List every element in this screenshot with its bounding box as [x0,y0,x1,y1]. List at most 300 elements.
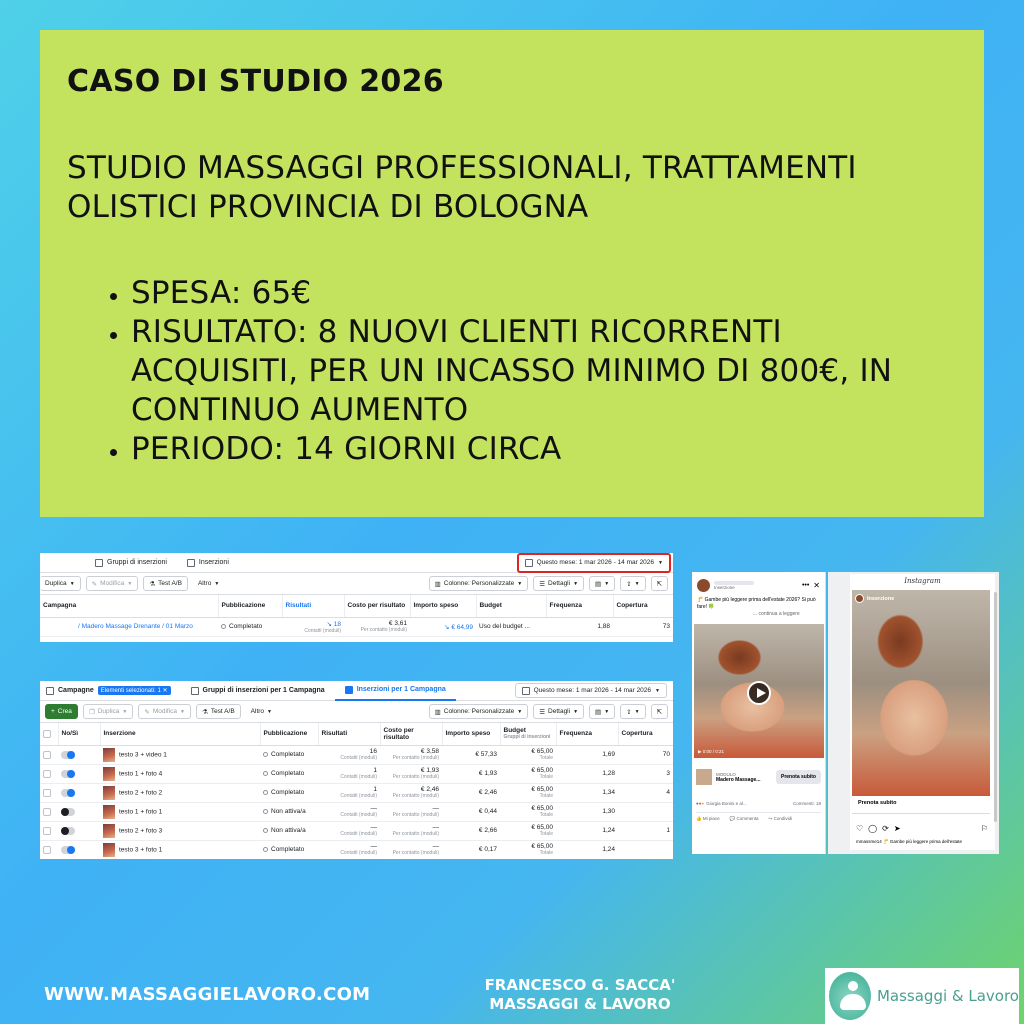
status-label: Completato [271,770,305,777]
col-importo[interactable]: Importo speso [410,595,476,617]
ad-thumbnail [103,843,115,857]
status-label: Non attiva/a [271,808,306,815]
dettagli-label: Dettagli [548,580,571,587]
repost-icon[interactable]: ⟳ [882,824,889,833]
copy-icon: ❐ [88,708,95,716]
chevron-down-icon: ▼ [69,580,75,587]
badge-label: Elementi selezionati: 1 [100,688,161,694]
chevron-down-icon: ▼ [122,708,128,715]
row-select[interactable] [40,764,58,783]
colonne-button[interactable] [429,704,529,719]
ad-budget [500,764,556,783]
ad-name[interactable] [100,802,260,821]
ad-frequency: 1,30 [556,802,618,821]
flask-icon: ⚗ [201,708,208,716]
altro-button[interactable] [246,704,277,719]
play-small-icon: ▶ [698,749,702,754]
table-row[interactable] [40,745,673,764]
status-dot-icon [263,809,268,814]
chevron-down-icon: ▼ [573,580,579,587]
test-ab-button[interactable] [143,576,188,591]
ads1-toolbar [40,573,673,595]
ad-results [318,745,380,764]
col-copertura[interactable]: Copertura [613,595,673,617]
chevron-down-icon: ▼ [180,708,185,715]
share-icon: ⇱ [656,708,662,716]
ads2-toolbar [40,701,673,723]
toggle-switch[interactable] [61,789,75,797]
tab-campagne[interactable] [40,681,181,701]
cost-value: — [432,843,439,850]
instagram-logo: Instagram [904,577,941,585]
tab-inserzioni-campagna[interactable] [335,681,456,701]
close-icon[interactable]: ✕ [813,581,820,590]
row-toggle[interactable] [58,745,100,764]
chevron-down-icon: ▼ [517,580,523,587]
tab-label: Inserzioni [198,559,229,566]
footer-author [430,976,730,1014]
toggle-switch[interactable] [61,770,75,778]
budget-sub: Totale [539,850,553,856]
status-dot-icon [221,624,226,629]
ads-table [40,723,673,859]
results-value: 1 [373,786,377,793]
columns-icon: ▥ [434,708,441,716]
cost-value: € 2,46 [420,786,439,793]
ad-cost [380,802,442,821]
fb-post-text [692,594,825,621]
case-study-box [40,30,984,517]
cost-value: — [432,824,439,831]
ad-thumbnail [103,767,115,781]
row-select[interactable] [40,821,58,840]
date-range-picker[interactable] [517,553,671,573]
ad-spend: € 2,66 [442,821,500,840]
row-toggle[interactable] [58,840,100,859]
facebook-ad-preview [692,572,826,854]
ad-spend: € 0,44 [442,802,500,821]
tab-gruppi-inserzioni[interactable] [85,553,177,573]
cost-sub: Per contatto (moduli) [392,793,439,799]
export-icon: ⇪ [626,708,632,716]
cost-sub: Per contatto (moduli) [392,850,439,856]
duplica-button[interactable] [83,704,133,719]
ad-reach: 4 [618,783,673,802]
col-budget[interactable]: Budget [476,595,546,617]
share-action[interactable] [769,816,793,822]
fb-actions-row [696,812,821,824]
plus-icon: + [51,708,55,715]
columns-icon: ▥ [434,580,441,588]
ads-manager-ads-panel [40,681,673,859]
modifica-button[interactable] [86,576,139,591]
col-costo[interactable]: Costo per risultato [380,723,442,745]
form-label: MODULO [716,771,736,777]
fb-reactions-row [696,797,821,809]
col-risultati[interactable]: Risultati [282,595,344,617]
ad-status [260,840,318,859]
budget-sub: Totale [539,755,553,761]
row-select[interactable] [40,745,58,764]
duplica-label: Duplica [45,580,67,587]
ig-scrollbar[interactable] [994,592,997,822]
ad-spend: € 0,17 [442,840,500,859]
cost-sub: Per contatto (moduli) [392,831,439,837]
altro-label: Altro [197,580,212,587]
calendar-icon [525,559,533,567]
results-value: 1 [373,767,377,774]
campaign-reach: 73 [613,617,673,636]
close-icon[interactable]: ✕ [162,688,168,694]
chevron-down-icon: ▼ [127,580,133,587]
status-dot-icon [263,771,268,776]
meditation-logo-icon [829,972,871,1020]
footer-website[interactable]: WWW.MASSAGGIELAVORO.COM [44,984,371,1005]
modifica-label: Modifica [100,580,125,587]
flask-icon: ⚗ [149,580,156,588]
date-range-picker[interactable] [515,683,667,698]
chevron-down-icon: ▼ [604,580,610,587]
chevron-down-icon: ▼ [214,580,220,587]
campaign-table [40,595,673,637]
bullet-periodo: • PERIODO: 14 GIORNI CIRCA [131,430,956,469]
tab-inserzioni[interactable] [177,553,239,573]
ad-frequency: 1,34 [556,783,618,802]
chevron-down-icon: ▼ [634,708,640,715]
checkbox-icon[interactable] [43,808,51,816]
ad-budget [500,802,556,821]
ad-thumbnail [103,748,115,762]
status-dot-icon [263,790,268,795]
results-sub: Contatti (moduli) [304,627,341,634]
table-header-row [40,723,673,745]
logo-text: Massaggi & Lavoro [876,987,1019,1005]
checkbox-icon[interactable] [43,846,51,854]
col-costo[interactable]: Costo per risultato [344,595,410,617]
ig-sponsored-label: Inserzione [867,595,895,602]
ad-name[interactable] [100,821,260,840]
ad-results [318,840,380,859]
tab-label: Inserzioni per 1 Campagna [356,686,446,693]
comment-icon[interactable]: ◯ [868,824,878,833]
modifica-button[interactable] [138,704,191,719]
ad-name-label: testo 1 + foto 4 [119,770,163,778]
col-toggle[interactable]: No/Sì [58,723,100,745]
budget-header-label: Budget [503,727,526,735]
case-bullets [67,274,956,469]
cost-sub: Per contatto (moduli) [360,627,407,633]
campaign-spend [410,617,476,636]
test-ab-label: Test A/B [210,708,235,715]
like-action[interactable] [696,816,720,822]
col-budget[interactable] [500,723,556,745]
dettagli-label: Dettagli [548,708,571,715]
form-info [716,772,772,783]
ads-table-body [40,745,673,859]
reactions-label: Giorgia Bonini e al... [706,800,747,806]
row-toggle[interactable] [58,764,100,783]
export-button[interactable] [620,704,645,719]
ad-budget [500,745,556,764]
share-label: Condividi [773,815,793,821]
checkbox-icon[interactable] [43,827,51,835]
ig-actions-row [856,824,988,833]
cost-sub: Per contatto (moduli) [392,774,439,780]
campaign-frequency: 1,88 [546,617,613,636]
checkbox-icon[interactable] [43,730,51,738]
chart-icon: ▤ [595,580,602,588]
checkbox-icon[interactable] [43,770,51,778]
results-value: 16 [369,748,377,755]
date-range-label: Questo mese: 1 mar 2026 - 14 mar 2026 [533,687,652,694]
campaign-status [218,617,282,636]
ad-status [260,764,318,783]
status-label: Completato [271,751,305,758]
ig-cta-label: Prenota subito [858,800,897,806]
pencil-icon: ✎ [91,580,98,588]
reports-button[interactable] [589,704,615,719]
sponsored-label: Inserzione [714,585,735,590]
grid-icon [191,687,199,695]
colonne-label: Colonne: Personalizzate [443,708,515,715]
ad-cost [380,745,442,764]
grid-icon [95,559,103,567]
altro-label: Altro [250,708,265,715]
cost-value: € 1,93 [420,767,439,774]
results-sub: Contatti (moduli) [340,793,377,799]
ad-budget [500,783,556,802]
results-sub: Contatti (moduli) [340,812,377,818]
cost-sub: Per contatto (moduli) [392,812,439,818]
ad-name-label: testo 1 + foto 1 [119,808,163,816]
table-header-row [40,595,673,617]
date-range-label: Questo mese: 1 mar 2026 - 14 mar 2026 [536,559,655,566]
row-select[interactable] [40,802,58,821]
ad-thumbnail [103,824,115,838]
crea-button[interactable] [45,704,78,719]
status-label: Completato [271,789,305,796]
cost-value: € 3,58 [420,748,439,755]
colonne-label: Colonne: Personalizzate [443,580,515,587]
ad-cost [380,821,442,840]
budget-value: € 65,00 [531,748,553,755]
campaign-results [282,617,344,636]
budget-value: € 65,00 [531,767,553,774]
results-value [327,621,342,628]
ad-name-label: testo 2 + foto 3 [119,827,163,835]
ad-reach [618,802,673,821]
more-icon[interactable]: ••• [801,582,810,589]
test-ab-button[interactable] [196,704,241,719]
tab-label: Gruppi di inserzioni per 1 Campagna [202,687,325,694]
table-row[interactable] [40,783,673,802]
table-row[interactable] [40,821,673,840]
trend-icon: ↘ [326,620,332,628]
brand-logo [825,968,1019,1024]
ad-results [318,802,380,821]
fb-cta-button[interactable]: Prenota subito [776,770,821,784]
ig-avatar [855,594,864,603]
ad-cost [380,840,442,859]
reports-button[interactable] [589,576,615,591]
fb-post-header [692,572,825,594]
chevron-down-icon: ▼ [267,708,272,715]
form-thumbnail [696,769,712,785]
col-pubblicazione[interactable]: Pubblicazione [218,595,282,617]
ad-frequency: 1,24 [556,821,618,840]
colonne-button[interactable] [429,576,529,591]
duplica-button[interactable] [40,576,81,591]
ad-status [260,745,318,764]
like-label: Mi piace [702,815,720,821]
share-button[interactable] [651,576,668,591]
ads1-tabbar [40,553,673,573]
ad-budget [500,840,556,859]
col-importo[interactable]: Importo speso [442,723,500,745]
table-row[interactable] [40,617,673,636]
case-title: CASO DI STUDIO 2026 [67,64,444,99]
row-toggle[interactable] [58,821,100,840]
ads2-tabbar [40,681,673,701]
status-dot-icon [263,828,268,833]
tab-gruppi-campagna[interactable] [181,681,335,701]
col-inserzione[interactable]: Inserzione [100,723,260,745]
chevron-down-icon: ▼ [634,580,640,587]
spend-value: € 64,99 [451,623,473,631]
table-row[interactable] [40,840,673,859]
ad-spend: € 57,33 [442,745,500,764]
author-brand: MASSAGGI & LAVORO [489,995,671,1013]
col-copertura[interactable]: Copertura [618,723,673,745]
read-more-link[interactable]: ... continua a leggere [753,611,800,617]
results-value: — [370,824,377,831]
toggle-switch[interactable] [61,846,75,854]
ad-name[interactable] [100,840,260,859]
ad-name-label: testo 3 + video 1 [119,751,167,759]
row-select[interactable] [40,783,58,802]
dettagli-button[interactable] [533,576,584,591]
share-icon: ⇱ [656,580,662,588]
ig-video[interactable] [852,590,990,796]
fb-video[interactable] [694,624,824,758]
status-dot-icon [263,847,268,852]
bullet-risultato: • RISULTATO: 8 NUOVI CLIENTI RICORRENTI ACQUISITI, PER UN INCASSO MINIMO DI 800€, IN CONTINUO AUMENTO [131,313,956,430]
share-arrow-icon: ↪ [768,815,773,821]
row-select[interactable] [40,840,58,859]
results-sub: Contatti (moduli) [340,774,377,780]
results-value: — [370,843,377,850]
toggle-switch[interactable] [61,808,75,816]
folder-icon [46,687,54,695]
ad-status [260,802,318,821]
checkbox-icon[interactable] [43,789,51,797]
ad-status [260,783,318,802]
share-button[interactable] [651,704,668,719]
chevron-down-icon: ▼ [604,708,610,715]
dettagli-button[interactable] [533,704,584,719]
comment-icon: 💬 [729,815,736,821]
results-number: 18 [333,620,341,628]
results-sub: Contatti (moduli) [340,755,377,761]
ad-icon [187,559,195,567]
budget-sub: Totale [539,812,553,818]
ad-thumbnail [103,786,115,800]
ad-cost [380,783,442,802]
post-text: 🦵 Gambe più leggere prima dell'estate 2026? Si può fare! 🍀 [697,597,816,610]
results-value: — [370,805,377,812]
checkbox-icon[interactable] [43,751,51,759]
comment-action[interactable] [730,816,759,822]
crea-label: Crea [57,708,72,715]
modifica-label: Modifica [152,708,178,715]
ad-name[interactable] [100,764,260,783]
comment-label: Commenta [736,815,759,821]
toggle-switch[interactable] [61,751,75,759]
row-toggle[interactable] [58,783,100,802]
col-select[interactable] [40,723,58,745]
send-icon[interactable]: ➤ [893,824,901,833]
form-name: Madero Massage... [716,776,761,783]
col-frequenza[interactable]: Frequenza [546,595,613,617]
bullet-spesa: • SPESA: 65€ [131,274,956,313]
results-sub: Contatti (moduli) [340,850,377,856]
export-button[interactable] [620,576,645,591]
ad-name[interactable] [100,783,260,802]
ad-reach: 3 [618,764,673,783]
cost-value: € 3,61 [388,620,407,627]
budget-value: € 65,00 [531,824,553,831]
ad-budget [500,821,556,840]
col-risultati[interactable]: Risultati [318,723,380,745]
bookmark-icon[interactable]: ⚐ [980,824,988,833]
ad-frequency: 1,24 [556,840,618,859]
row-toggle[interactable] [58,802,100,821]
table-row[interactable] [40,764,673,783]
ig-caption: mmassme14 🦵 Gambe più leggere prima dell'estate [856,839,963,844]
test-ab-label: Test A/B [158,580,182,587]
results-sub: Contatti (moduli) [340,831,377,837]
campaign-cost [344,617,410,636]
ad-frequency: 1,28 [556,764,618,783]
ad-results [318,783,380,802]
budget-header-sub: Gruppi di inserzioni [503,734,551,741]
play-icon[interactable] [747,681,771,705]
video-time [698,749,724,755]
ad-reach: 70 [618,745,673,764]
col-pubblicazione[interactable]: Pubblicazione [260,723,318,745]
tab-label: Gruppi di inserzioni [107,559,167,566]
selected-badge[interactable] [98,686,171,695]
ad-name-label: testo 2 + foto 2 [119,789,163,797]
calendar-icon [522,687,530,695]
case-subtitle: STUDIO MASSAGGI PROFESSIONALI, TRATTAMENTI OLISTICI PROVINCIA DI BOLOGNA [67,150,857,225]
campaign-name[interactable]: / Madero Massage Drenante / 01 Marzo [40,617,218,636]
col-frequenza[interactable]: Frequenza [556,723,618,745]
budget-sub: Totale [539,793,553,799]
ad-reach: 1 [618,821,673,840]
campaign-budget: Uso del budget ... [476,617,546,636]
ad-name[interactable] [100,745,260,764]
col-campagna[interactable]: Campagna [40,595,218,617]
ig-cta-row[interactable] [852,796,990,814]
table-row[interactable] [40,802,673,821]
altro-button[interactable] [193,576,224,591]
ad-spend: € 2,46 [442,783,500,802]
heart-icon[interactable]: ♡ [856,824,864,833]
toggle-switch[interactable] [61,827,75,835]
ad-cost [380,764,442,783]
ad-status [260,821,318,840]
